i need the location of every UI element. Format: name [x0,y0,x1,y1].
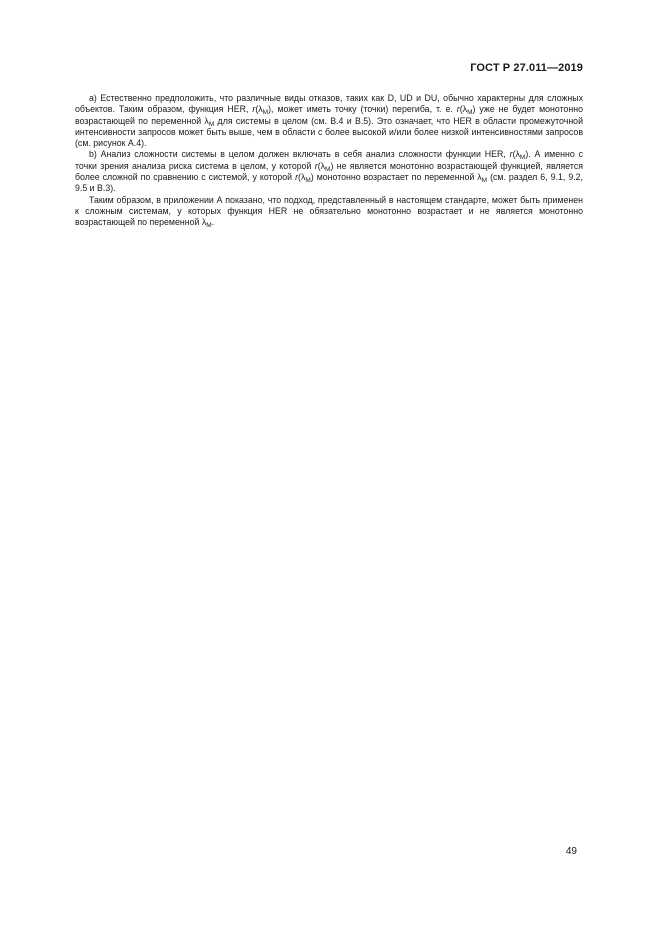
document-body [75,93,583,229]
text-run: (λ [459,104,468,115]
page-number: 49 [565,846,577,857]
paragraph-b [75,149,583,194]
text-run: (λ [298,172,306,183]
subscript-text: M [208,120,215,128]
subscript-text: M [206,222,212,230]
text-run: ) монотонно возрастает по переменной λ [310,172,482,183]
italic-symbol: r [295,172,299,183]
subscript-text: M [481,177,488,185]
text-run: ), может иметь точку (точки) перегиба, т. е. [268,104,457,115]
text-run: (λ [512,149,520,160]
paragraph-conclusion [75,195,583,229]
standard-header: ГОСТ Р 27.011—2019 [470,62,583,74]
italic-symbol: r [252,104,256,115]
subscript-text: M [325,165,331,173]
subscript-text: M [467,109,473,117]
text-run: ). А именно с точки зрения анализа риска система в целом, у которой [75,149,583,171]
text-run: (см. раздел 6, 9.1, 9.2, 9.5 и В.3). [75,172,583,194]
text-run: Таким образом, в приложении А показано, что подход, представленный в настоящем стандарте, может быть применен к сложным системам, у которых функция HER не обязательно монотонно возрастает и не является монотонно возрастающей по переменной λ [75,194,583,228]
text-run: (λ [317,160,326,171]
text-run: a) Естественно предположить, что различные виды отказов, таких как D, UD и DU, обычно характерны для сложных объектов. Таким образом, функция HER, [75,93,583,115]
italic-symbol: r [509,149,513,160]
subscript-text: M [519,154,526,162]
text-run: для системы в целом (см. В.4 и В.5). Это означает, что HER в области промежуточной интенсивности запросов может быть выше, чем в области с более высокой и/или более низкой интенсивностями запросов (см. рисунок А.4). [75,115,583,149]
text-run: ) не является монотонно возрастающей функцией, является более сложной по сравнению с системой, у которой [75,160,583,183]
text-run: (λ [255,104,263,115]
subscript-text: M [262,109,269,117]
paragraph-a [75,93,583,149]
subscript-text: M [305,177,311,185]
text-run: ) уже не будет монотонно возрастающей по переменной λ [75,104,583,126]
italic-symbol: r [314,160,318,171]
text-run: b) Анализ сложности системы в целом должен включать в себя анализ сложности функции HER, [89,149,510,160]
italic-symbol: r [456,104,460,115]
text-run: . [211,217,215,228]
